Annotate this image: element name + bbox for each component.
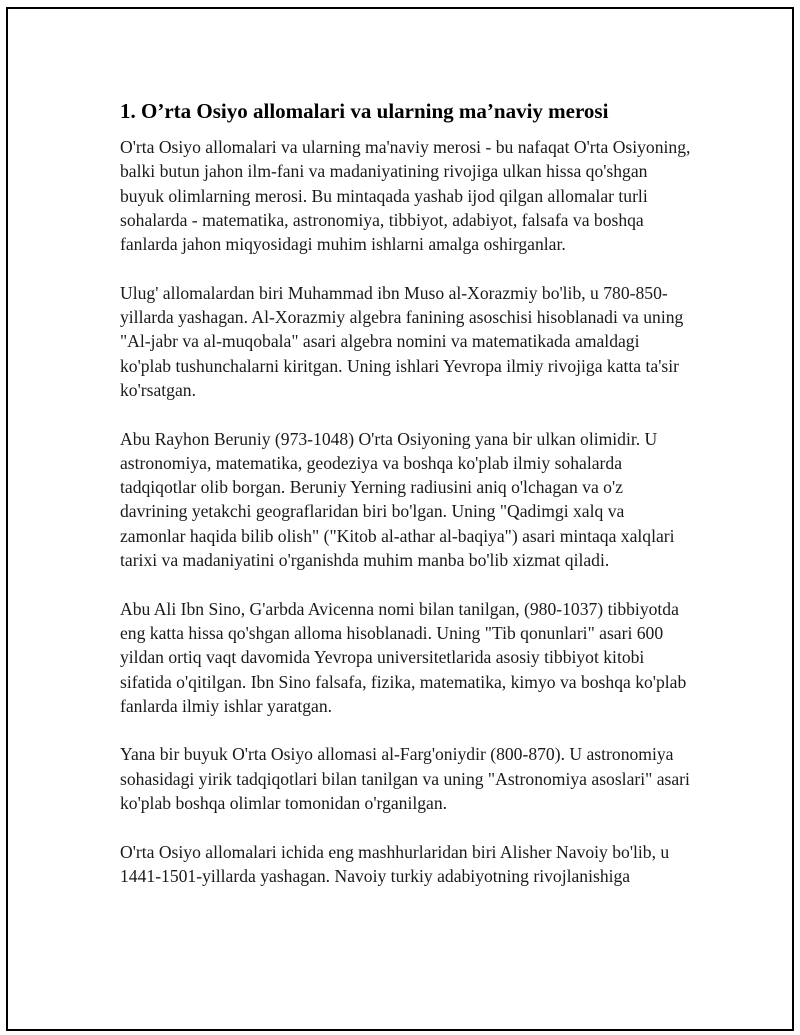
- document-body: [120, 97, 692, 913]
- page-frame: [6, 7, 794, 1031]
- paragraph-intro: O'rta Osiyo allomalari va ularning ma'naviy merosi - bu nafaqat O'rta Osiyoning, balki butun jahon ilm-fani va madaniyatining rivojiga ulkan hissa qo'shgan buyuk olimlarning merosi. Bu mintaqada yashab ijod qilgan allomalar turli sohalarda - matematika, astronomiya, tibbiyot, adabiyot, falsafa va boshqa fanlarda jahon miqyosidagi muhim ishlarni amalga oshirganlar.: [120, 137, 691, 255]
- document-title: 1. O’rta Osiyo allomalari va ularning ma’naviy merosi: [120, 99, 609, 123]
- paragraph-navoiy: O'rta Osiyo allomalari ichida eng mashhurlaridan biri Alisher Navoiy bo'lib, u 1441-1501-yillarda yashagan. Navoiy turkiy adabiyotning rivojlanishiga: [120, 841, 670, 886]
- paragraph-al-farg-oniy: Yana bir buyuk O'rta Osiyo allomasi al-Farg'oniydir (800-870). U astronomiya sohasidagi yirik tadqiqotlari bilan tanilgan va uning "Astronomiya asoslari" asari ko'plab boshqa olimlar tomonidan o'rganilgan.: [120, 744, 690, 814]
- paragraph-al-xorazmiy: Ulug' allomalardan biri Muhammad ibn Muso al-Xorazmiy bo'lib, u 780-850-yillarda yashagan. Al-Xorazmiy algebra fanining asoschisi hisoblanadi va uning "Al-jabr va al-muqobala" asari algebra nomini va matematikada amaldagi ko'plab tushunchalarni kiritgan. Uning ishlari Yevropa ilmiy rivojiga katta ta'sir ko'rsatgan.: [120, 282, 684, 400]
- paragraph-beruniy: Abu Rayhon Beruniy (973-1048) O'rta Osiyoning yana bir ulkan olimidir. U astronomiya, matematika, geodeziya va boshqa ko'plab ilmiy sohalarda tadqiqotlar olib borgan. Beruniy Yerning radiusini aniq o'lchagan va o'z davrining yetakchi geograflaridan biri bo'lgan. Uning "Qadimgi xalq va zamonlar haqida bilib olish" ("Kitob al-athar al-baqiya") asari mintaqa xalqlari tarixi va madaniyatini o'rganishda muhim manba bo'lib xizmat qiladi.: [120, 428, 675, 571]
- paragraph-ibn-sino: Abu Ali Ibn Sino, G'arbda Avicenna nomi bilan tanilgan, (980-1037) tibbiyotda eng katta hissa qo'shgan alloma hisoblanadi. Uning "Tib qonunlari" asari 600 yildan ortiq vaqt davomida Yevropa universitetlarida asosiy tibbiyot kitobi sifatida o'qitilgan. Ibn Sino falsafa, fizika, matematika, kimyo va boshqa ko'plab fanlarda ilmiy ishlar yaratgan.: [120, 598, 687, 716]
